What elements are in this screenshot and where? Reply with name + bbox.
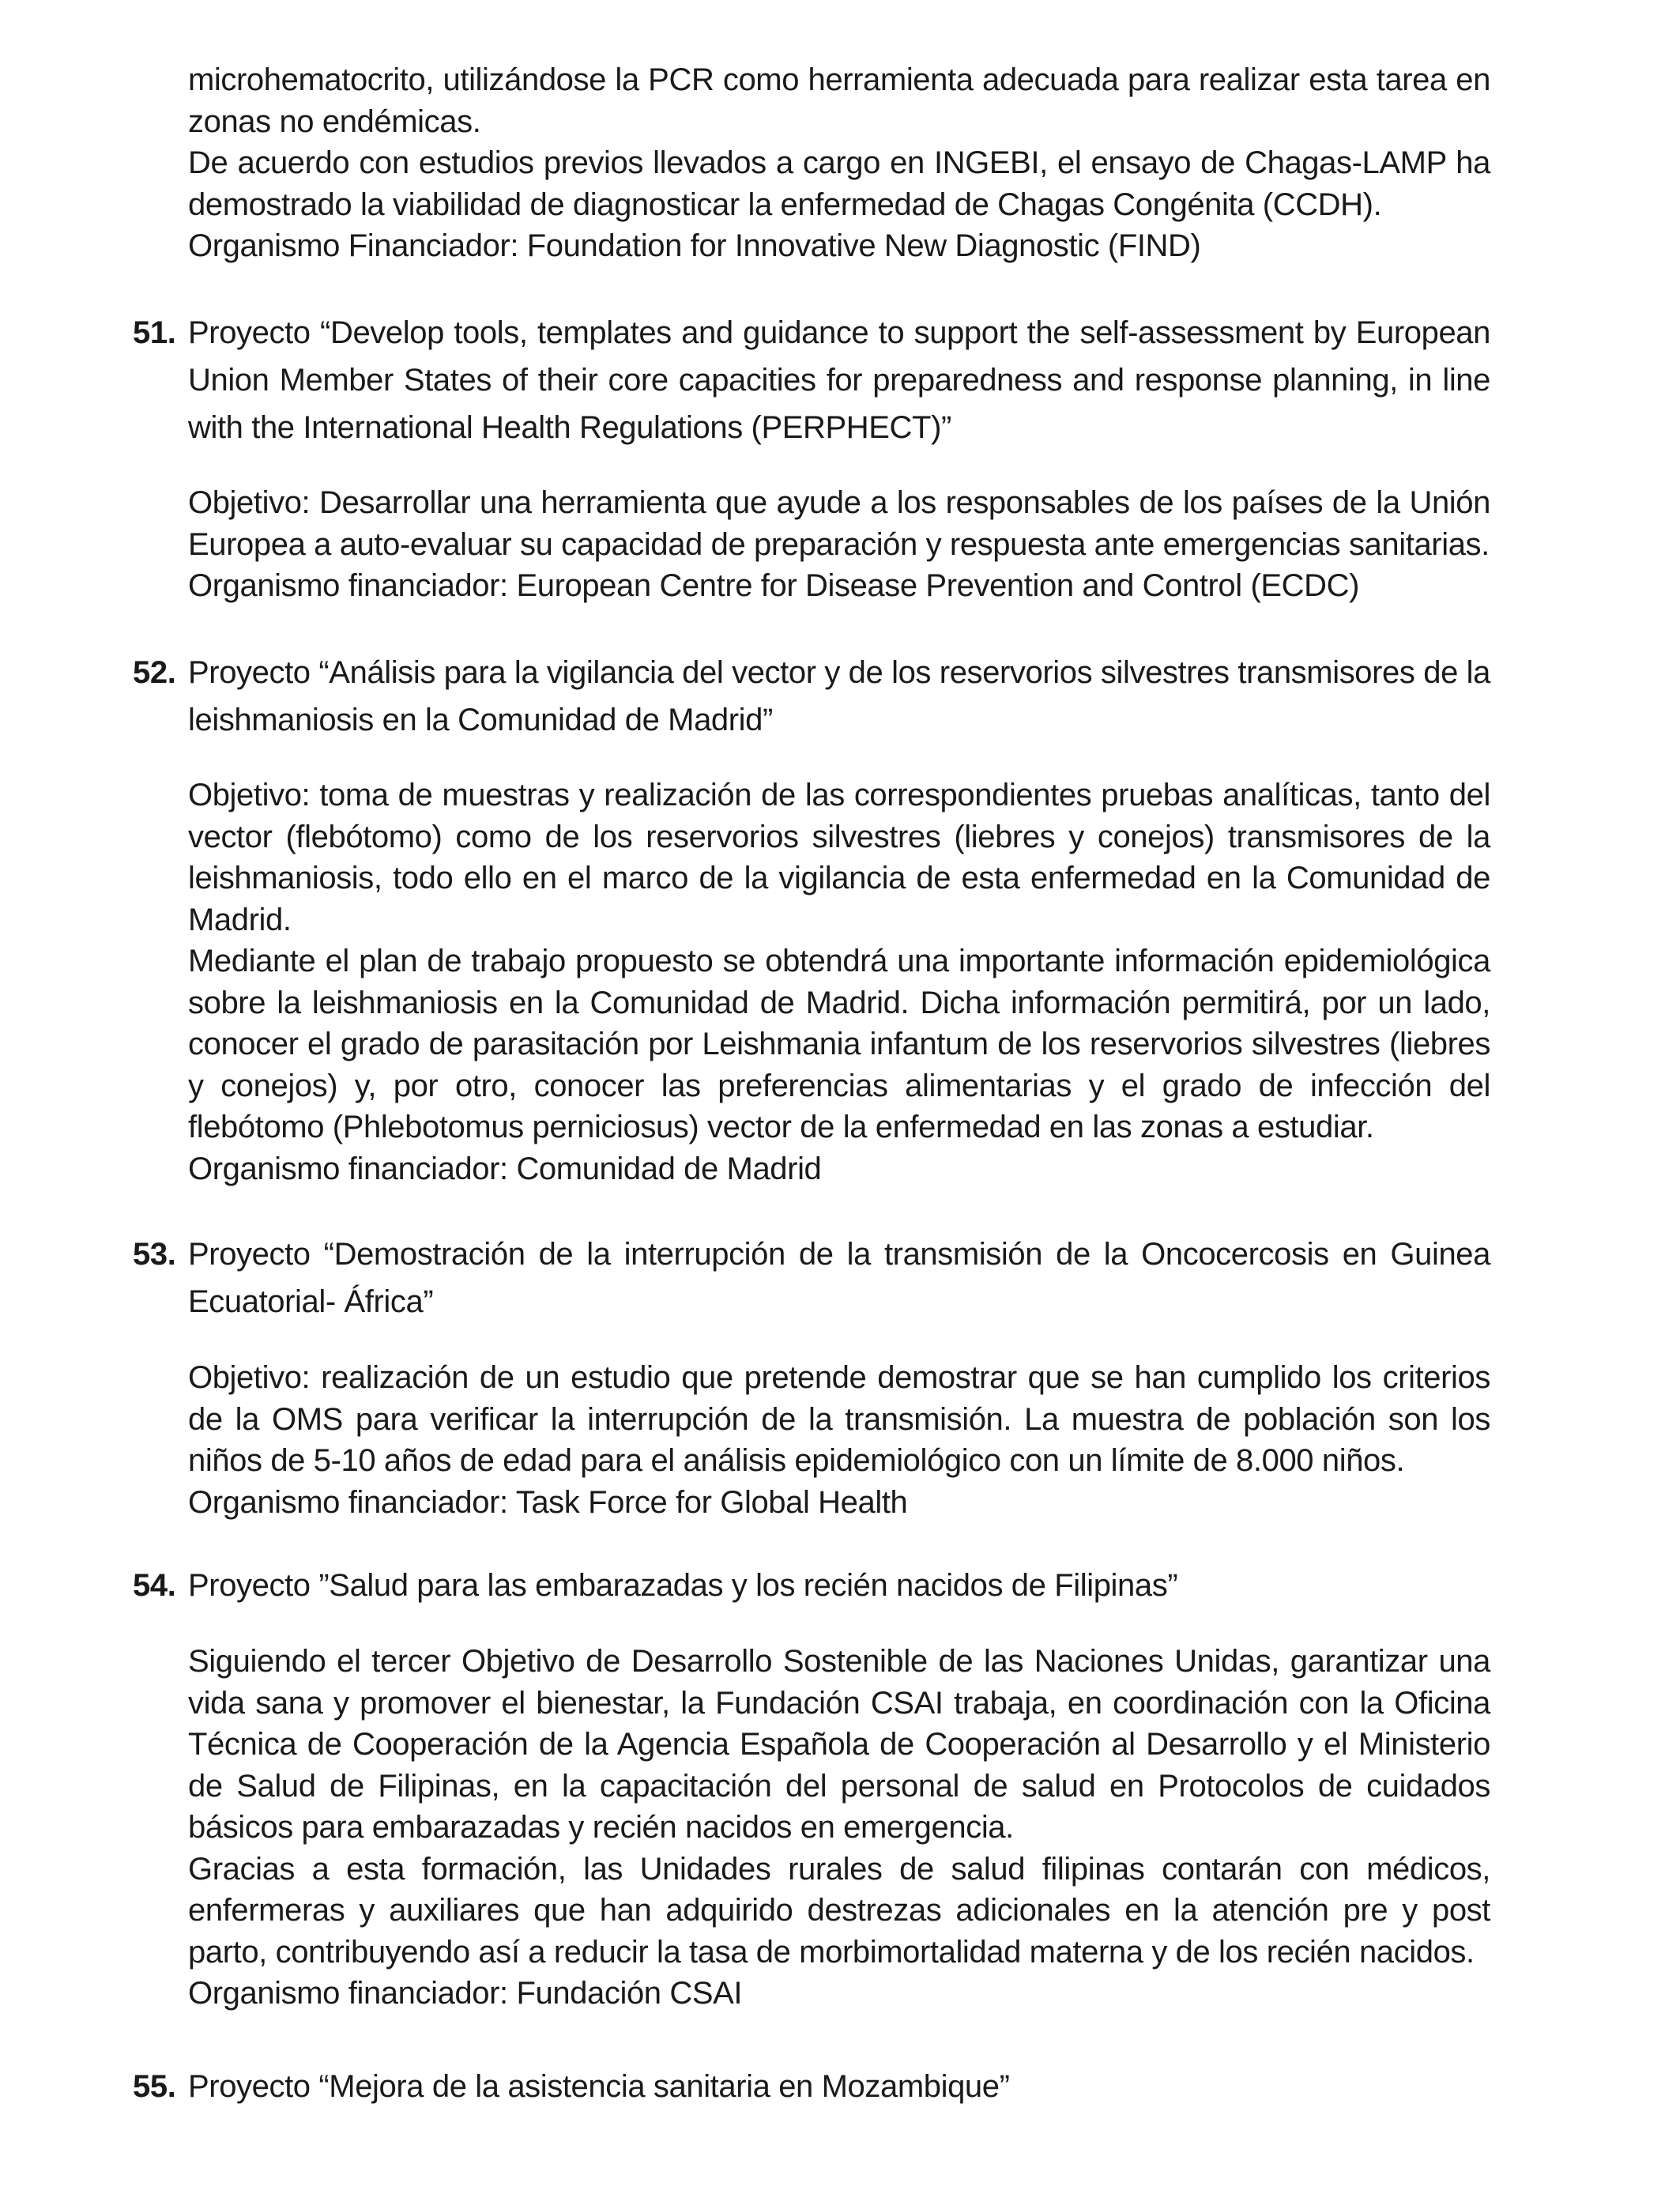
project-title — [188, 2063, 1490, 2110]
project-paragraph: Objetivo: realización de un estudio que pretende demostrar que se han cumplido los criterios de la OMS para verificar la interrupción de la transmisión. La muestra de población son los niños de 5-10 años de edad para el análisis epidemiológico con un límite de 8.000 niños. — [188, 1360, 1490, 1478]
project-number: 53. — [133, 1237, 176, 1272]
project-body — [188, 775, 1490, 1189]
project-title — [188, 1231, 1490, 1325]
project-paragraph: Objetivo: Desarrollar una herramienta que ayude a los responsables de los países de la Unión Europea a auto-evaluar su capacidad de preparación y respuesta ante emergencias sanitarias. — [188, 485, 1490, 562]
funder-line: Organismo financiador: European Centre for Disease Prevention and Control (ECDC) — [188, 568, 1360, 603]
project-title-text: Proyecto “Develop tools, templates and guidance to support the self-assessment by European Union Member States of their core capacities for preparedness and response planning, in line with the International Health Regulations (PERPHECT)” — [188, 315, 1490, 445]
project-body — [188, 1641, 1490, 2015]
project-title — [188, 309, 1490, 451]
project-paragraph: Mediante el plan de trabajo propuesto se obtendrá una importante información epidemiológica sobre la leishmaniosis en la Comunidad de Madrid. Dicha información permitirá, por un lado, conocer el grado de parasitación por Leishmania infantum de los reservorios silvestres (liebres y conejos) y, por otro, conocer las preferencias alimentarias y el grado de infección del flebótomo (Phlebotomus perniciosus) vector de la enfermedad en las zonas a estudiar. — [188, 944, 1490, 1144]
project-title-text: Proyecto ”Salud para las embarazadas y los recién nacidos de Filipinas” — [188, 1568, 1178, 1603]
funder-line: Organismo financiador: Task Force for Global Health — [188, 1484, 908, 1520]
intro-paragraph: microhematocrito, utilizándose la PCR como herramienta adecuada para realizar esta tarea en zonas no endémicas. — [188, 62, 1490, 139]
intro-section — [188, 59, 1490, 267]
project-title — [188, 649, 1490, 744]
funder-line: Organismo financiador: Fundación CSAI — [188, 1976, 743, 2011]
funder-line: Organismo financiador: Comunidad de Madrid — [188, 1151, 822, 1186]
project-title-text: Proyecto “Mejora de la asistencia sanitaria en Mozambique” — [188, 2069, 1010, 2104]
project-number: 55. — [133, 2069, 176, 2104]
funder-line: Organismo Financiador: Foundation for Innovative New Diagnostic (FIND) — [188, 228, 1201, 263]
project-title-text: Proyecto “Demostración de la interrupción de la transmisión de la Oncocercosis en Guinea Ecuatorial- África” — [188, 1237, 1490, 1319]
project-number: 51. — [133, 315, 176, 350]
project-paragraph: Siguiendo el tercer Objetivo de Desarrollo Sostenible de las Naciones Unidas, garantizar una vida sana y promover el bienestar, la Fundación CSAI trabaja, en coordinación con la Oficina Técnica de Cooperación de la Agencia Española de Cooperación al Desarrollo y el Ministerio de Salud de Filipinas, en la capacitación del personal de salud en Protocolos de cuidados básicos para embarazadas y recién nacidos en emergencia. — [188, 1644, 1490, 1845]
project-title — [188, 1562, 1490, 1609]
project-title-text: Proyecto “Análisis para la vigilancia del vector y de los reservorios silvestres transmisores de la leishmaniosis en la Comunidad de Madrid” — [188, 655, 1490, 737]
project-number: 54. — [133, 1568, 176, 1603]
project-body — [188, 482, 1490, 607]
intro-paragraph: De acuerdo con estudios previos llevados a cargo en INGEBI, el ensayo de Chagas-LAMP ha demostrado la viabilidad de diagnosticar la enfermedad de Chagas Congénita (CCDH). — [188, 145, 1490, 222]
project-number: 52. — [133, 655, 176, 690]
project-body — [188, 1357, 1490, 1523]
project-paragraph: Objetivo: toma de muestras y realización de las correspondientes pruebas analíticas, tanto del vector (flebótomo) como de los reservorios silvestres (liebres y conejos) transmisores de la leishmaniosis, todo ello en el marco de la vigilancia de esta enfermedad en la Comunidad de Madrid. — [188, 778, 1490, 937]
project-paragraph: Gracias a esta formación, las Unidades rurales de salud filipinas contarán con médicos, enfermeras y auxiliares que han adquirido destrezas adicionales en la atención pre y post parto, contribuyendo así a reducir la tasa de morbimortalidad materna y de los recién nacidos. — [188, 1851, 1490, 1970]
